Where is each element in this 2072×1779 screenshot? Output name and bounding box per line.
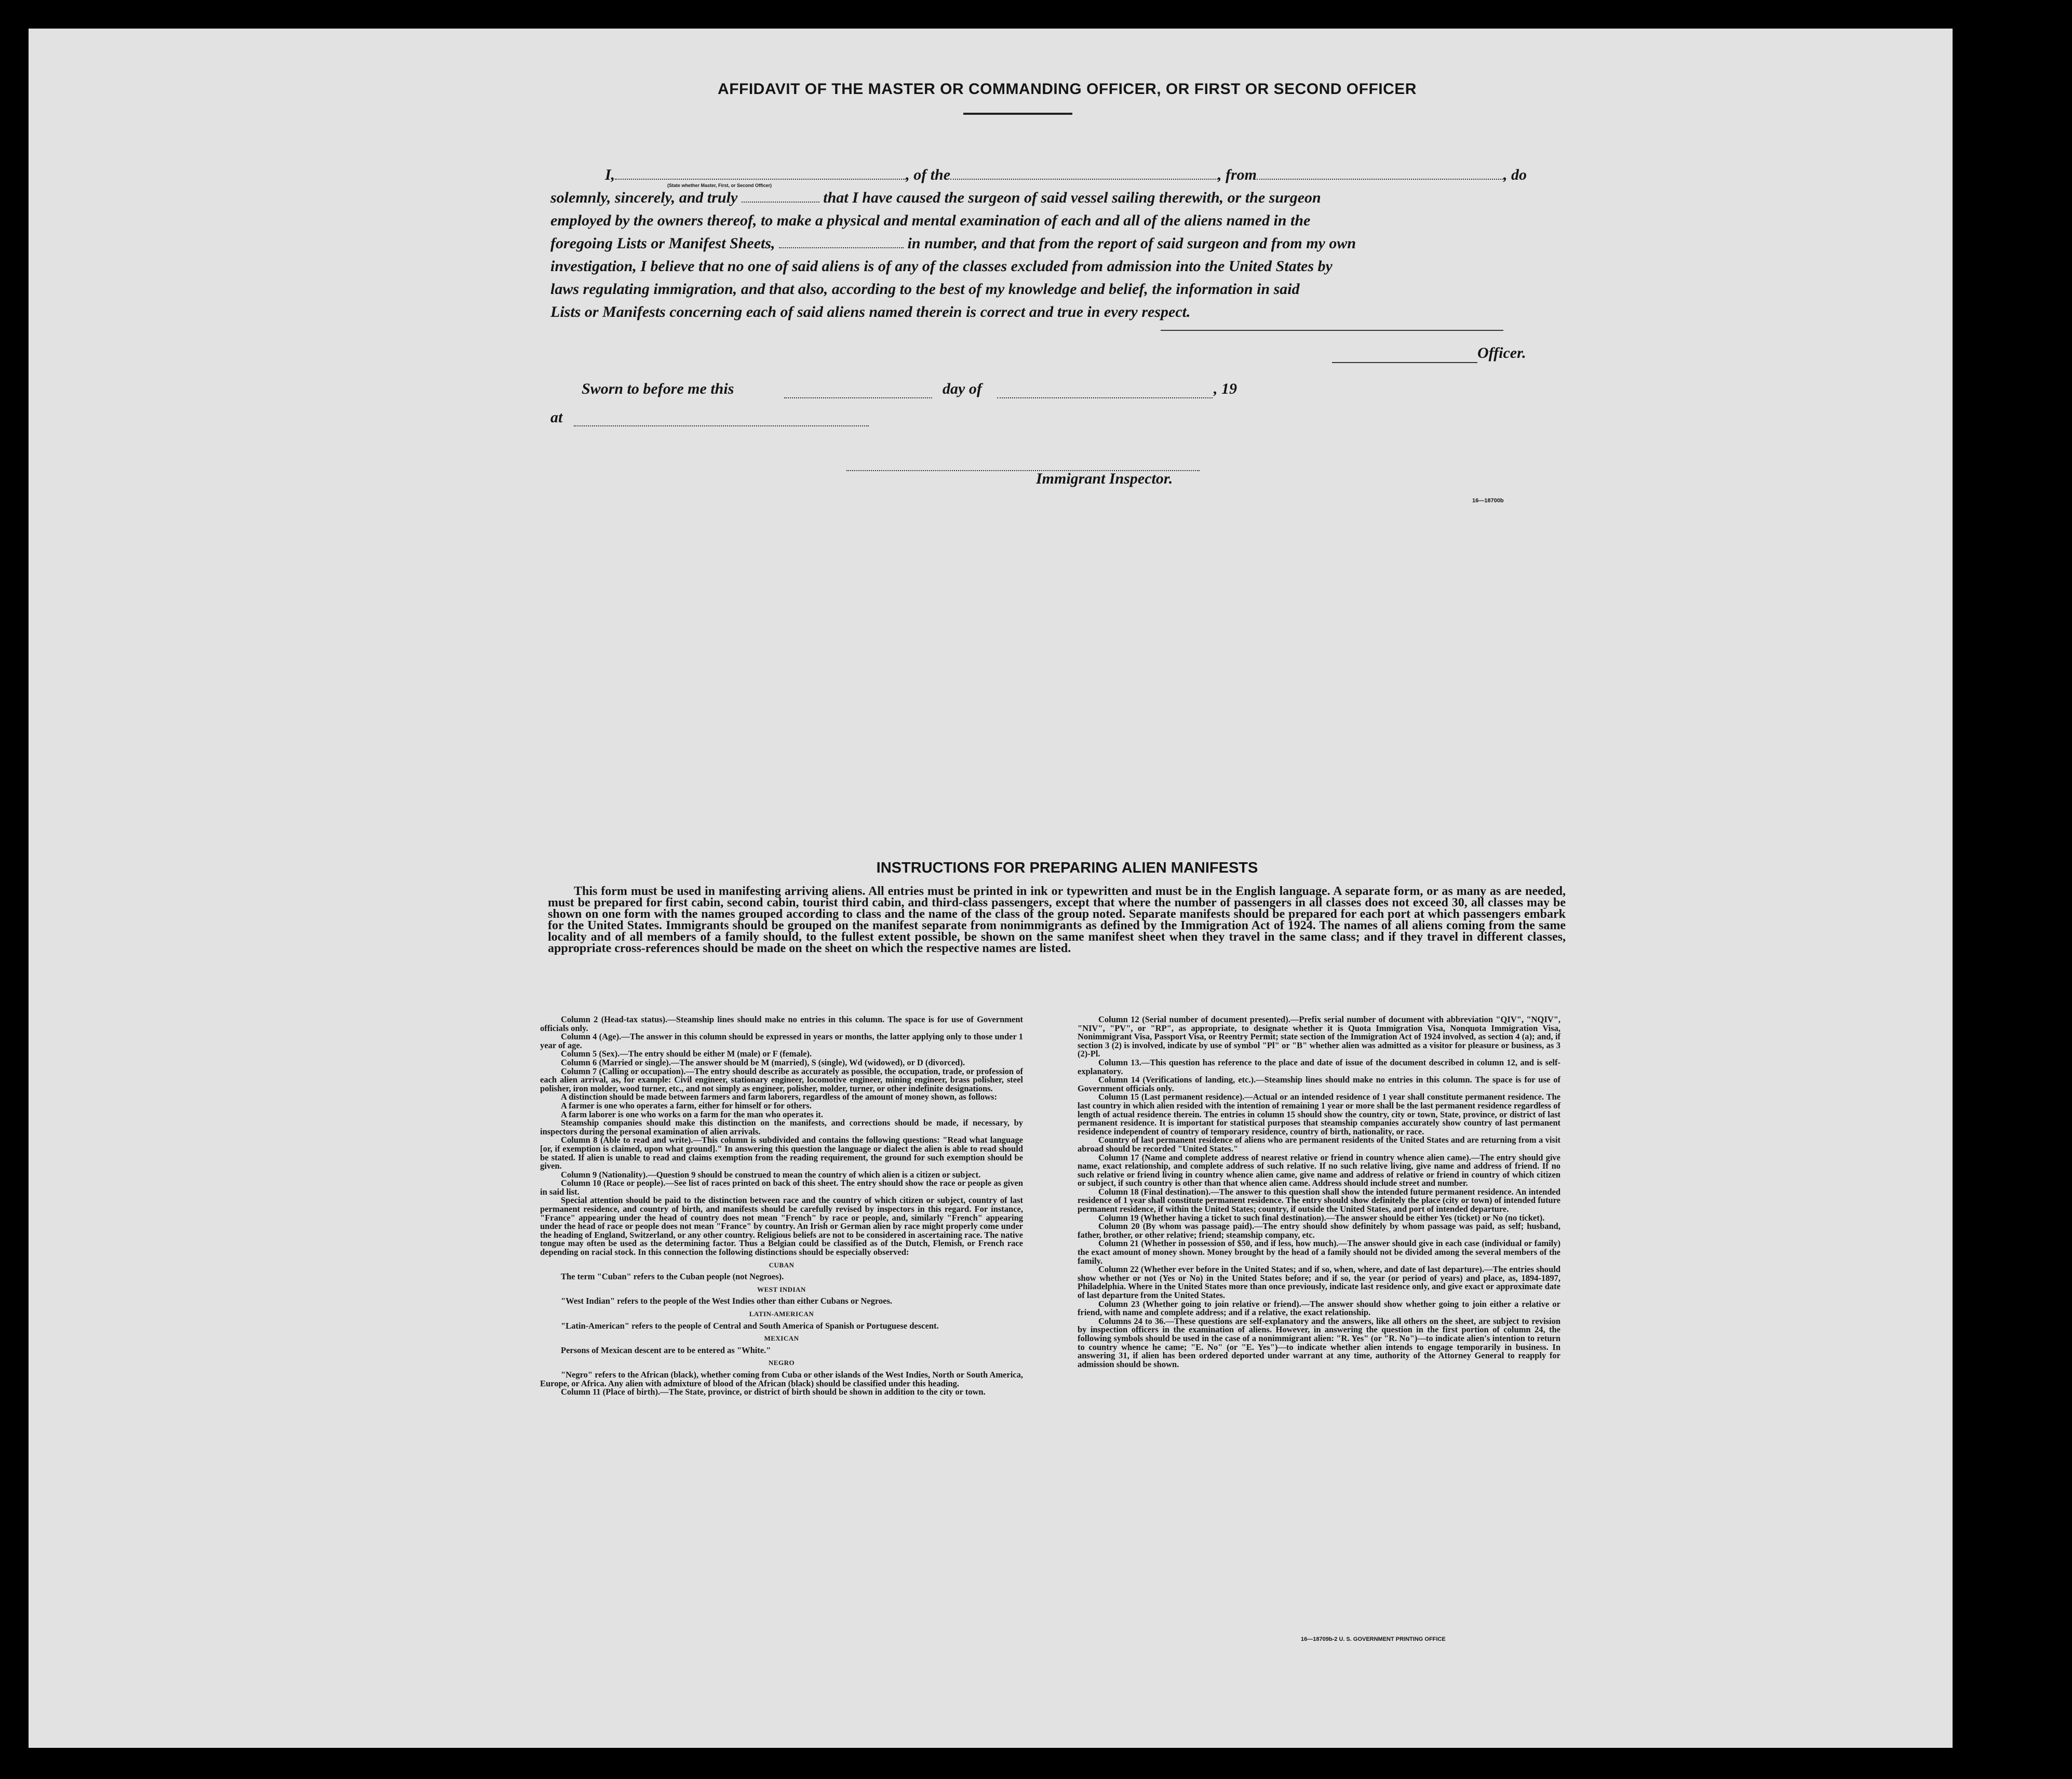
paragraph: Country of last permanent residence of aliens who are permanent residents of the United States and are returning from a visit abroad should be recorded "United States." (1078, 1135, 1560, 1154)
paragraph: Steamship companies should make this distinction on the manifests, and corrections should be made, if necessary, by inspectors during the personal examination of alien arrivals. (540, 1118, 1023, 1136)
paragraph: Column 14 (Verifications of landing, etc.).—Steamship lines should make no entries in this column. The space is for use of Government officials only. (1078, 1075, 1560, 1093)
paragraph: "Negro" refers to the African (black), whether coming from Cuba or other islands of the West Indies, North or South America, Europe, or Africa. Any alien with admixture of blood of the African (black) should be classified under this heading. (540, 1369, 1023, 1388)
instructions-intro (548, 886, 1566, 954)
paragraph: Column 2 (Head-tax status).—Steamship lines should make no entries in this column. The space is for use of Government officials only. (540, 1014, 1023, 1033)
paragraph: Column 23 (Whether going to join relative or friend).—The answer should show whether going to join either a relative or friend, with name and complete address; and if a relative, the exact relationship. (1078, 1299, 1560, 1318)
paragraph: Column 6 (Married or single).—The answer should be M (married), S (single), Wd (widowed), or D (divorced). (561, 1057, 965, 1067)
paragraph: Column 4 (Age).—The answer in this column should be expressed in years or months, the latter applying only to those under 1 year of age. (540, 1032, 1023, 1050)
paragraph: Column 22 (Whether ever before in the United States; and if so, when, where, and date of last departure).—The entries should show whether or not (Yes or No) in the United States before; and if so, the year (or period of years) and place, as, 1894-1897, Philadelphia. Where in the United States more than once previously, indicate last residence only, and give exact or approximate date of last departure from the United States. (1078, 1264, 1560, 1300)
paragraph: Column 10 (Race or people).—See list of races printed on back of this sheet. The entry should show the race or people as given in said list. (540, 1178, 1023, 1197)
instructions-right-column (1078, 1015, 1560, 1369)
paragraph: Column 5 (Sex).—The entry should be either M (male) or F (female). (561, 1049, 812, 1059)
paragraph: The term "Cuban" refers to the Cuban people (not Negroes). (561, 1272, 784, 1282)
affidavit-line-1 (550, 165, 1581, 185)
inspector-label: Immigrant Inspector. (1036, 470, 1173, 487)
paragraph: Column 18 (Final destination).—The answer to this question shall show the intended future permanent residence. An intended residence of 1 year shall constitute permanent residence. The entry should show definitely the place (city or town) of intended future permanent residence, if within the United States; country, if outside the United States, and port of intended departure. (1078, 1186, 1560, 1214)
paragraph: Column 21 (Whether in possession of $50, and if less, how much).—The answer should give in each case (individual or family) the exact amount of money shown. Money brought by the head of a family should not be divided among the several members of the family. (1078, 1238, 1560, 1266)
affidavit-line-2 (550, 188, 1581, 208)
text-of-the: , of the (906, 166, 951, 183)
paragraph: Persons of Mexican descent are to be entered as "White." (561, 1345, 771, 1355)
paragraph: Column 13.—This question has reference to the place and date of issue of the document described in column 12, and is self-explanatory. (1078, 1057, 1560, 1076)
text-foregoing: foregoing Lists or Manifest Sheets, (550, 235, 775, 252)
officer-label: Officer. (1477, 344, 1526, 362)
year-text: , 19 (1214, 380, 1237, 397)
swear-blank[interactable] (742, 189, 819, 203)
text-i: I, (605, 166, 615, 183)
paragraph: Column 12 (Serial number of document presented).—Prefix serial number of document with abbreviation "QIV", "NQIV", "NIV", "PV", or "RP", as appropriate, to designate whether it is Quota Immigration Visa, Nonquota Immigration Visa, Nonimmigrant Visa, Passport Visa, or Reentry Permit; state section of the Immigration Act of 1924 involved, as section 4 (a); and, if section 3 (2) is involved, indicate by use of symbol "Pl" or "B" whether alien was admitted as a visitor for pleasure or business, as 3 (2)-Pl. (1078, 1014, 1560, 1059)
paragraph: Column 7 (Calling or occupation).—The entry should describe as accurately as possible, the occupation, trade, or profession of each alien arrival, as, for example: Civil engineer, stationary engineer, locomotive engineer, mining engineer, brass polisher, steel polisher, iron molder, wood turner, etc., and not simply as engineer, polisher, molder, turner, or other indefinite designations. (540, 1066, 1023, 1093)
signature-line[interactable] (1161, 330, 1503, 331)
sworn-month-blank[interactable] (997, 397, 1213, 398)
affidavit-line-3: employed by the owners thereof, to make a physical and mental examination of each and all of the aliens named in the (550, 212, 1311, 229)
place-blank[interactable] (574, 425, 869, 426)
paragraph: Column 19 (Whether having a ticket to such final destination).—The answer should be either Yes (ticket) or No (no ticket). (1098, 1212, 1545, 1223)
paragraph: Column 11 (Place of birth).—The State, province, or district of birth should be shown in addition to the city or town. (561, 1387, 986, 1397)
title-rule (963, 113, 1072, 115)
vessel-blank[interactable] (950, 166, 1218, 180)
officer-name-blank[interactable] (615, 166, 906, 180)
port-blank[interactable] (1257, 166, 1503, 180)
text-from: , from (1218, 166, 1257, 183)
affidavit-line-6: laws regulating immigration, and that also, according to the best of my knowledge and belief, the information in said (550, 280, 1300, 298)
paragraph: Special attention should be paid to the distinction between race and the country of which citizen or subject, country of last permanent residence, and country of birth, and manifests should be carefully revised by inspectors in this regard. For instance, "France" appearing under the head of country does not mean "French" by race or people, and, similarly "French" appearing under the head of race or people does not mean "France" by country. An Irish or German alien by race might properly come under the heading of England, Switzerland, or any other country. Religious beliefs are not to be considered in ascertaining race. The native tongue may often be used as the determining factor. Thus a Belgian could be classified as of the Dutch, Flemish, or French race depending on racial stock. In this connection the following distinctions should be especially observed: (540, 1195, 1023, 1258)
printing-office-footer: 16—18709b-2 U. S. GOVERNMENT PRINTING OFFICE (1301, 1636, 1446, 1642)
form-number: 16—18700b (1472, 498, 1504, 504)
instructions-title: INSTRUCTIONS FOR PREPARING ALIEN MANIFESTS (876, 860, 1258, 876)
subheading-cuban: CUBAN (769, 1261, 795, 1269)
subheading-west-indian: WEST INDIAN (757, 1285, 806, 1293)
manifest-sheet (29, 29, 1953, 1748)
text-in-number: in number, and that from the report of said surgeon and from my own (907, 235, 1356, 252)
subheading-negro: NEGRO (768, 1359, 795, 1367)
sworn-text: Sworn to before me this (582, 380, 734, 397)
paragraph: Column 9 (Nationality).—Question 9 should be construed to mean the country of which alien is a citizen or subject. (561, 1169, 981, 1180)
paragraph: "Latin-American" refers to the people of Central and South America of Spanish or Portuguese descent. (561, 1320, 939, 1331)
paragraph: A farmer is one who operates a farm, either for himself or for others. (561, 1100, 812, 1111)
paragraph: Column 8 (Able to read and write).—This column is subdivided and contains the following questions: "Read what language [or, if exemption is claimed, upon what ground]." In answering this question the language or dialect the alien is able to read should be stated. If alien is unable to read and claims exemption from the reading requirement, the ground for such exemption should be given. (540, 1135, 1023, 1171)
text-do: , do (1503, 166, 1527, 183)
sworn-day-blank[interactable] (784, 397, 932, 398)
intro-text: This form must be used in manifesting arriving aliens. All entries must be printed in ink or typewritten and must be in the English language. A separate form, or as many as are needed, must be prepared for first cabin, second cabin, tourist third cabin, and third-class passengers, except that where the number of passengers in all classes does not exceed 30, all classes may be shown on one form with the names grouped according to class and the name of the class of the group noted. Separate manifests should be prepared for each port at which passengers embark for the United States. Immigrants should be grouped on the manifest separate from nonimmigrants as defined by the Immigration Act of 1924. The names of all aliens coming from the same locality and of all members of a family should, to the fullest extent possible, be shown on the same manifest sheet when they travel in the same class; and if they travel in different classes, appropriate cross-references should be made on the sheet on which the respective names are listed. (548, 885, 1566, 955)
affidavit-line-5: investigation, I believe that no one of said aliens is of any of the classes excluded from admission into the United States by (550, 258, 1333, 275)
at-text: at (550, 409, 563, 426)
paragraph: Columns 24 to 36.—These questions are self-explanatory and the answers, like all others on the sheet, are subject to revision by inspection officers in the examination of aliens. However, in answering the question in the first portion of column 24, the following symbols should be used in the case of a nonimmigrant alien: "R. Yes" (or "R. No")—to indicate alien's intention to return to country whence he came; "E. No" (or "E. Yes")—to indicate whether alien intends to engage temporarily in business. In answering 31, if alien has been ordered deported under warrant at any time, authority of the Attorney General to reapply for admission should be shown. (1078, 1316, 1560, 1369)
affidavit-title: AFFIDAVIT OF THE MASTER OR COMMANDING OFFICER, OR FIRST OR SECOND OFFICER (718, 81, 1417, 98)
day-of-text: day of (943, 380, 982, 397)
paragraph: Column 15 (Last permanent residence).—Actual or an intended residence of 1 year shall constitute permanent residence. The last country in which alien resided with the intention of remaining 1 year or more shall be the last permanent residence regardless of length of actual residence therein. The entries in column 15 should show the country, city or town, State, province, or district of last permanent residence. It is important for statistical purposes that steamship companies accurately show country of last permanent residence independent of country of temporary residence, country of birth, nationality, or race. (1078, 1092, 1560, 1136)
number-blank[interactable] (779, 235, 904, 248)
rank-note: (State whether Master, First, or Second Officer) (667, 183, 772, 188)
paragraph: "West Indian" refers to the people of the West Indies other than either Cubans or Negroes. (561, 1296, 892, 1306)
paragraph: Column 17 (Name and complete address of nearest relative or friend in country whence alien came).—The entry should give name, exact relationship, and complete address of such relative. If no such relative living, give name and address of friend. If no such relative or friend living in country whence alien came, give name and address of relative or friend in country of which citizen or subject, if such country is other than that whence alien came. Address should include street and number. (1078, 1152, 1560, 1188)
affidavit-line-4 (550, 233, 1581, 254)
text-surgeon: that I have caused the surgeon of said vessel sailing therewith, or the surgeon (823, 189, 1321, 206)
subheading-mexican: MEXICAN (764, 1334, 799, 1343)
paragraph: A farm laborer is one who works on a farm for the man who operates it. (561, 1109, 824, 1119)
paragraph: Column 20 (By whom was passage paid).—The entry should show definitely by whom passage was paid, as self; husband, father, brother, or other relative; friend; steamship company, etc. (1078, 1221, 1560, 1240)
officer-signature-line[interactable] (1332, 362, 1477, 363)
paragraph: A distinction should be made between farmers and farm laborers, regardless of the amount of money shown, as follows: (561, 1092, 997, 1102)
subheading-latin-american: LATIN-AMERICAN (749, 1310, 814, 1318)
affidavit-line-7: Lists or Manifests concerning each of said aliens named therein is correct and true in every respect. (550, 303, 1191, 320)
text-solemnly: solemnly, sincerely, and truly (550, 189, 738, 206)
instructions-left-column (540, 1015, 1023, 1397)
